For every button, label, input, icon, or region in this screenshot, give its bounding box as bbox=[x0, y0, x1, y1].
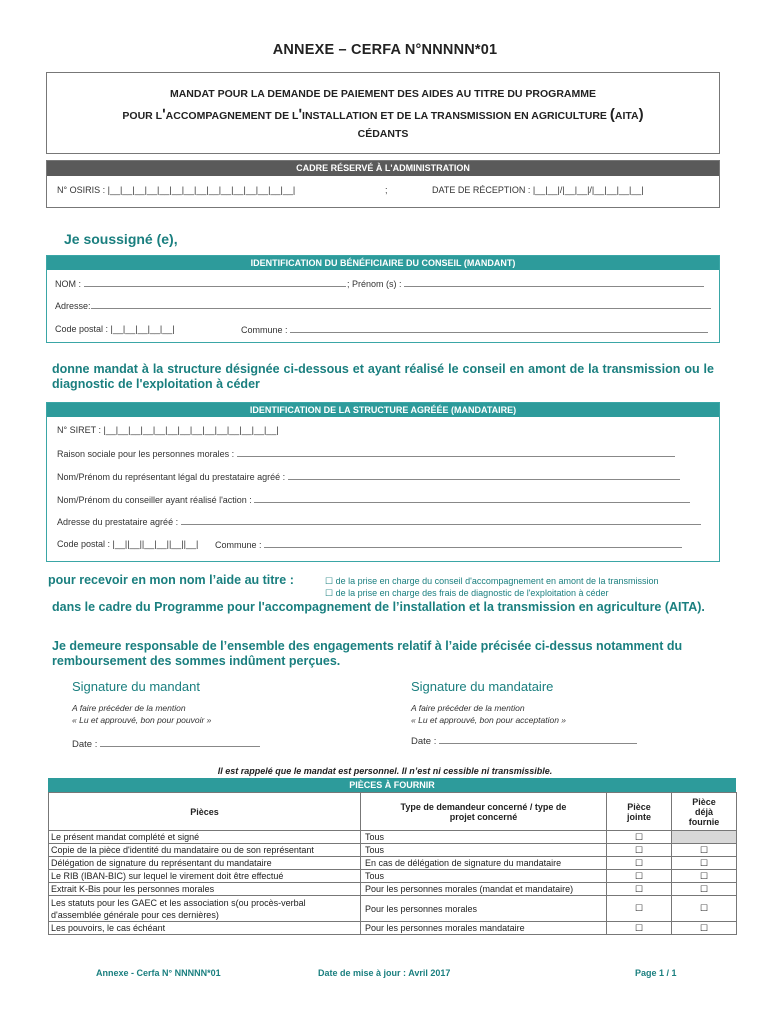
signature-mandataire-instructions: A faire précéder de la mention « Lu et approuvé, bon pour acceptation » bbox=[411, 703, 567, 725]
checkbox-jointe[interactable]: ☐ bbox=[607, 844, 672, 857]
admin-separator: ; bbox=[385, 185, 388, 195]
mandataire-postal-code-field[interactable]: Code postal : |__||__||__|__||__||__| bbox=[57, 539, 199, 549]
representant-field[interactable]: Nom/Prénom du représentant légal du prestataire agréé : bbox=[57, 471, 680, 482]
signature-mandant-title: Signature du mandant bbox=[72, 679, 200, 694]
signature-mandant-date-field[interactable]: Date : bbox=[72, 738, 260, 750]
admin-section bbox=[46, 160, 720, 208]
checkbox-fournie[interactable]: ☐ bbox=[672, 857, 737, 870]
conseiller-field[interactable]: Nom/Prénom du conseiller ayant réalisé l'action : bbox=[57, 494, 690, 505]
col-fournie: Pièce déjà fournie bbox=[672, 793, 737, 831]
table-row bbox=[49, 844, 737, 857]
col-type: Type de demandeur concerné / type de projet concerné bbox=[361, 793, 607, 831]
table-row bbox=[49, 831, 737, 844]
piece-name: Les statuts pour les GAEC et les association s(ou procès-verbal d'assemblée générale pour ces dernières) bbox=[49, 896, 361, 922]
piece-name: Extrait K-Bis pour les personnes morales bbox=[49, 883, 361, 896]
signature-mandant-instructions: A faire précéder de la mention « Lu et approuvé, bon pour pouvoir » bbox=[72, 703, 212, 725]
piece-name: Le RIB (IBAN-BIC) sur lequel le virement doit être effectué bbox=[49, 870, 361, 883]
pieces-section bbox=[48, 778, 736, 935]
piece-type: Pour les personnes morales bbox=[361, 896, 607, 922]
siret-field[interactable]: N° SIRET : |__|__|__|__|__|__|__|__|__|__|__|__|__|__| bbox=[57, 425, 279, 435]
piece-type: Pour les personnes morales (mandat et mandataire) bbox=[361, 883, 607, 896]
mandant-header: IDENTIFICATION DU BÉNÉFICIAIRE DU CONSEIL (MANDANT) bbox=[47, 256, 719, 270]
piece-type: Pour les personnes morales mandataire bbox=[361, 922, 607, 935]
signature-mandataire-title: Signature du mandataire bbox=[411, 679, 554, 694]
col-jointe: Pièce jointe bbox=[607, 793, 672, 831]
cadre-text: dans le cadre du Programme pour l'accompagnement de l’installation et la transmission en agriculture (AITA). bbox=[52, 600, 705, 614]
osiris-field[interactable]: N° OSIRIS : |__|__|__|__|__|__|__|__|__|__|__|__|__|__|__| bbox=[57, 185, 296, 195]
piece-type: Tous bbox=[361, 831, 607, 844]
mandataire-section bbox=[46, 402, 720, 562]
mandataire-header: IDENTIFICATION DE LA STRUCTURE AGRÉÉE (MANDATAIRE) bbox=[47, 403, 719, 417]
col-pieces: Pièces bbox=[49, 793, 361, 831]
table-row bbox=[49, 857, 737, 870]
reception-date-field[interactable]: DATE DE RÉCEPTION : |__|__|/|__|__|/|__|__|__|__| bbox=[432, 185, 644, 195]
mandant-adresse-field[interactable]: Adresse: bbox=[55, 300, 711, 311]
piece-name: Délégation de signature du représentant du mandataire bbox=[49, 857, 361, 870]
checkbox-diagnostic[interactable]: ☐ bbox=[325, 588, 334, 598]
piece-type: Tous bbox=[361, 844, 607, 857]
prestataire-adresse-field[interactable]: Adresse du prestataire agréé : bbox=[57, 516, 701, 527]
table-row bbox=[49, 922, 737, 935]
footer-page: Page 1 / 1 bbox=[635, 968, 677, 978]
table-row bbox=[49, 883, 737, 896]
recevoir-label: pour recevoir en mon nom l’aide au titre : bbox=[48, 573, 294, 587]
page-title: ANNEXE – CERFA N°NNNNN*01 bbox=[272, 42, 498, 58]
mandant-commune-field[interactable]: Commune : bbox=[241, 324, 708, 335]
subtitle-line-1: MANDAT POUR LA DEMANDE DE PAIEMENT DES AIDES AU TITRE DU PROGRAMME bbox=[169, 88, 597, 100]
checkbox-fournie[interactable]: ☐ bbox=[672, 870, 737, 883]
footer-left: Annexe - Cerfa N° NNNNN*01 bbox=[96, 968, 221, 978]
option-conseil[interactable] bbox=[325, 576, 659, 587]
checkbox-jointe[interactable]: ☐ bbox=[607, 831, 672, 844]
footer-center: Date de mise à jour : Avril 2017 bbox=[318, 968, 451, 978]
signature-mandataire-date-field[interactable]: Date : bbox=[411, 735, 637, 747]
mandant-nom-field[interactable]: NOM : bbox=[55, 278, 346, 289]
table-row bbox=[49, 896, 737, 922]
checkbox-fournie bbox=[672, 831, 737, 844]
subtitle-line-3: CÉDANTS bbox=[357, 128, 409, 140]
document-subtitle-box bbox=[46, 72, 720, 154]
checkbox-fournie[interactable]: ☐ bbox=[672, 922, 737, 935]
pieces-header: PIÈCES À FOURNIR bbox=[48, 778, 736, 792]
checkbox-conseil[interactable]: ☐ bbox=[325, 576, 334, 586]
pieces-table bbox=[48, 792, 737, 935]
option-conseil-label: de la prise en charge du conseil d'accompagnement en amont de la transmission bbox=[335, 576, 659, 586]
piece-name: Le présent mandat complété et signé bbox=[49, 831, 361, 844]
piece-type: En cas de délégation de signature du mandataire bbox=[361, 857, 607, 870]
soussigne-heading: Je soussigné (e), bbox=[64, 231, 178, 247]
piece-name: Copie de la pièce d'identité du mandataire ou de son représentant bbox=[49, 844, 361, 857]
responsable-text: Je demeure responsable de l’ensemble des engagements relatif à l’aide précisée ci-dessus notamment du remboursement des sommes indûment perçues. bbox=[52, 639, 683, 668]
checkbox-jointe[interactable]: ☐ bbox=[607, 870, 672, 883]
option-diagnostic-label: de la prise en charge des frais de diagnostic de l'exploitation à céder bbox=[335, 588, 609, 598]
donne-mandat-text: donne mandat à la structure désignée ci-dessous et ayant réalisé le conseil en amont de la transmission ou le diagnostic de l'exploitation à céder bbox=[52, 362, 714, 391]
checkbox-jointe[interactable]: ☐ bbox=[607, 922, 672, 935]
checkbox-jointe[interactable]: ☐ bbox=[607, 857, 672, 870]
table-row bbox=[49, 870, 737, 883]
checkbox-fournie[interactable]: ☐ bbox=[672, 896, 737, 922]
checkbox-fournie[interactable]: ☐ bbox=[672, 844, 737, 857]
admin-header: CADRE RÉSERVÉ À L'ADMINISTRATION bbox=[47, 161, 719, 176]
mandant-section bbox=[46, 255, 720, 343]
mandant-prenom-field[interactable]: ; Prénom (s) : bbox=[347, 278, 704, 289]
subtitle-line-2: POUR LʹACCOMPAGNEMENT DE LʹINSTALLATION ET DE LA TRANSMISSION EN AGRICULTURE (AITA) bbox=[122, 106, 644, 123]
rappel-text: Il est rappelé que le mandat est personnel. Il n’est ni cessible ni transmissible. bbox=[217, 766, 553, 776]
checkbox-fournie[interactable]: ☐ bbox=[672, 883, 737, 896]
piece-type: Tous bbox=[361, 870, 607, 883]
mandataire-commune-field[interactable]: Commune : bbox=[215, 539, 682, 550]
option-diagnostic[interactable] bbox=[325, 588, 608, 599]
raison-sociale-field[interactable]: Raison sociale pour les personnes morales : bbox=[57, 448, 675, 459]
checkbox-jointe[interactable]: ☐ bbox=[607, 883, 672, 896]
mandant-postal-code-field[interactable]: Code postal : |__|__|__|__|__| bbox=[55, 324, 175, 334]
checkbox-jointe[interactable]: ☐ bbox=[607, 896, 672, 922]
piece-name: Les pouvoirs, le cas échéant bbox=[49, 922, 361, 935]
